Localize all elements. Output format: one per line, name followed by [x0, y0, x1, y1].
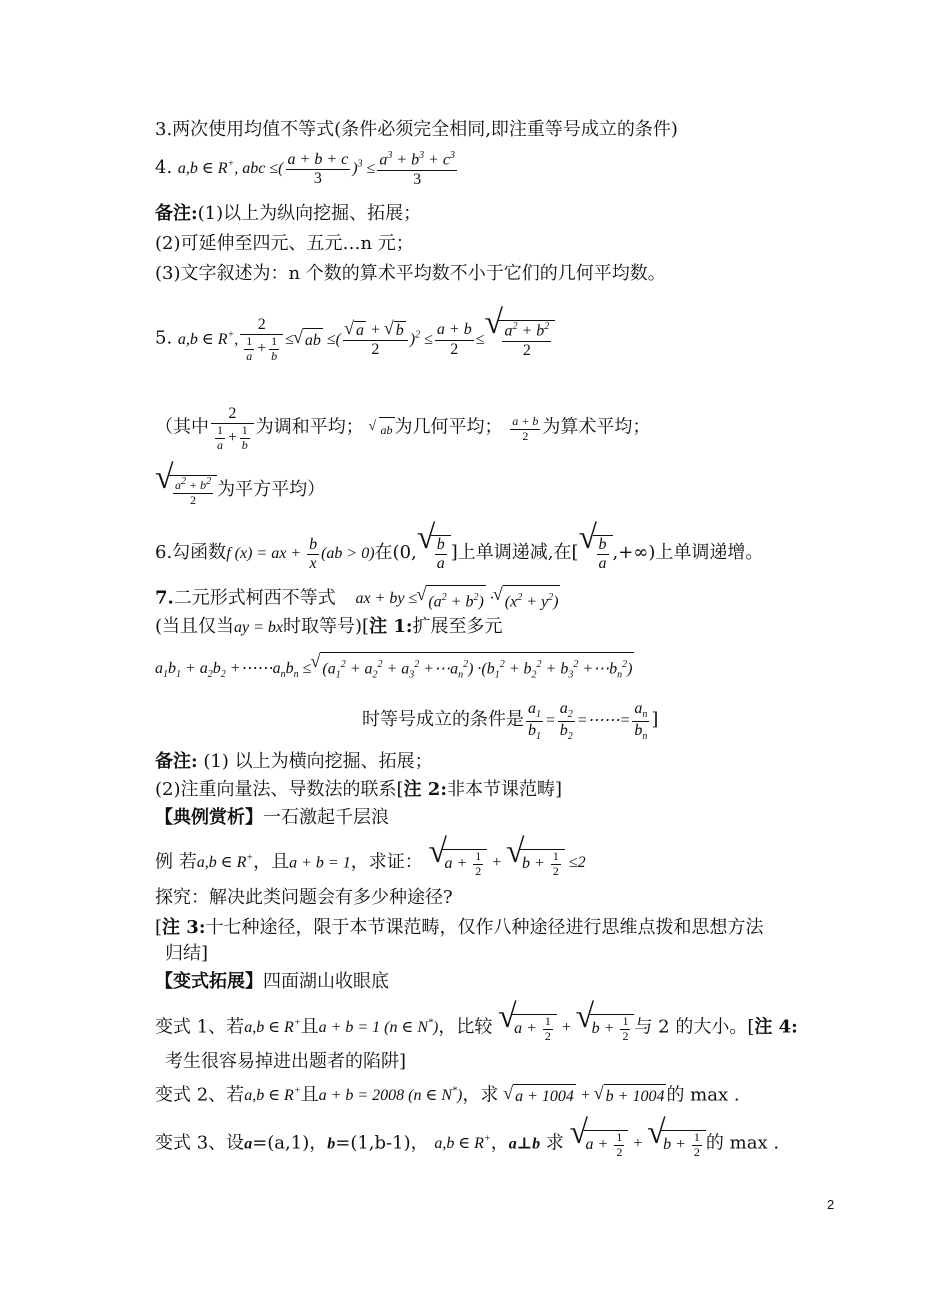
item-4: 4. a,b ∈ R+, abc ≤( $\frac{a + b + c}{3}$ )$^3$ ≤ $\frac{a^3 + b^3 + c^3}{3}$ [155, 150, 459, 189]
equality-condition: 时等号成立的条件是 $\frac{a_1}{b_1}$ = $\frac{a_2}{b_2}$ =⋯⋯= $\frac{a_n}{b_n}$ ] [362, 700, 659, 742]
item-6: 6.勾函数f (x) = ax + $\frac{b}{x}$ (ab > 0)在(0, √ $\frac{b}{a}$ ]上单调递减,在[ √ $\frac{b}{a}$ ,+∞)上单调递增。 [155, 535, 763, 574]
remark-1: 备注: (1) 以上为横向挖掘、拓展； [155, 751, 433, 772]
variant-heading: 【变式拓展】四面湖山收眼底 [155, 971, 389, 992]
note-3: (3)文字叙述为：n 个数的算术平均数不小于它们的几何平均数。 [155, 263, 666, 284]
remark-2: (2)注重向量法、导数法的联系[注 2:非本节课范畴] [155, 779, 562, 800]
note-2: (2)可延伸至四元、五元…n 元； [155, 233, 414, 254]
page-number: 2 [827, 1197, 835, 1212]
quadratic-line: √ $\frac{a^2 + b^2}{2}$ 为平方平均） [155, 475, 325, 508]
example: 例 若a,b ∈ R+，且a + b = 1，求证： √ a + $\frac{1}{2}$ + √ b + $\frac{1}{2}$ ≤2 [155, 847, 586, 878]
variant-3: 变式 3、设a=(a,1)，b=(1,b-1)， a,b ∈ R+，a⊥b 求 √ a + $\frac{1}{2}$ + √ b + $\frac{1}{2}$ 的 max . [155, 1128, 779, 1159]
explore: 探究：解决此类问题会有多少种途径? [155, 887, 453, 908]
item-7-condition: (当且仅当ay = bx时取等号)[注 1:扩展至多元 [155, 616, 503, 637]
item-3: 3.两次使用均值不等式(条件必须完全相同,即注重等号成立的条件) [155, 119, 678, 140]
formula-5: a,b ∈ R+, 2 $\frac{1}{a}$ + $\frac{1}{b}$ ≤√ ab ≤( √ $\frac{a + √ b}{2}$ )$^2$ ≤ $\frac{a + b}{2}$ ≤ √ $\frac{a^2 + b^2}{2}$ [178, 331, 555, 348]
means-line: （其中 2 $\frac{1}{a}$ + $\frac{1}{b}$ 为调和平均； √ ab 为几何平均； $\frac{a + b}{2}$ 为算术平均； [155, 405, 650, 453]
formula-4: a,b ∈ R+, abc ≤( $\frac{a + b + c}{3}$ )$^3$ ≤ $\frac{a^3 + b^3 + c^3}{3}$ [177, 150, 456, 188]
item-7: 7.二元形式柯西不等式 ax + by ≤√ $(a^2 + b^2)$ ·√ $(x^2 + y^2)$ [155, 585, 560, 614]
note-3-line: [注 3:十七种途径，限于本节课范畴，仅作八种途径进行思维点拨和思想方法 [155, 917, 764, 938]
variant-1-cont: 考生很容易掉进出题者的陷阱] [165, 1051, 407, 1072]
item-5: 5. a,b ∈ R+, 2 $\frac{1}{a}$ + $\frac{1}{b}$ ≤√ ab ≤( √ $\frac{a + √ b}{2}$ )$^2$ ≤ $\frac{a + b}{2}$ ≤ √ $\frac{a^2 + b^2}{2}$ [155, 316, 555, 364]
note-3-cont: 归结] [165, 943, 209, 964]
note-1: 备注:(1)以上为纵向挖掘、拓展； [155, 203, 422, 224]
example-heading: 【典例赏析】一石激起千层浪 [155, 807, 389, 828]
cauchy-multi: $a_1b_1 + a_2b_2$ $+\cdots\cdots a_nb_n$ ≤√ ($a_1^2 + a_2^2 + a_3^2$ $+\cdots a_n^2) \cdot(b_1^2 + b_2^2 + b_3^2$ $+\cdots b_n^2$) [155, 652, 634, 688]
variant-2: 变式 2、若a,b ∈ R+且a + b = 2008 (n ∈ N*)，求 √ a + 1004 + √ b + 1004 的 max . [155, 1080, 740, 1109]
variant-1: 变式 1、若a,b ∈ R+且a + b = 1 (n ∈ N*)，比较 √ a + $\frac{1}{2}$ + √ b + $\frac{1}{2}$ 与 2 的大小。[注 4: [155, 1012, 798, 1043]
